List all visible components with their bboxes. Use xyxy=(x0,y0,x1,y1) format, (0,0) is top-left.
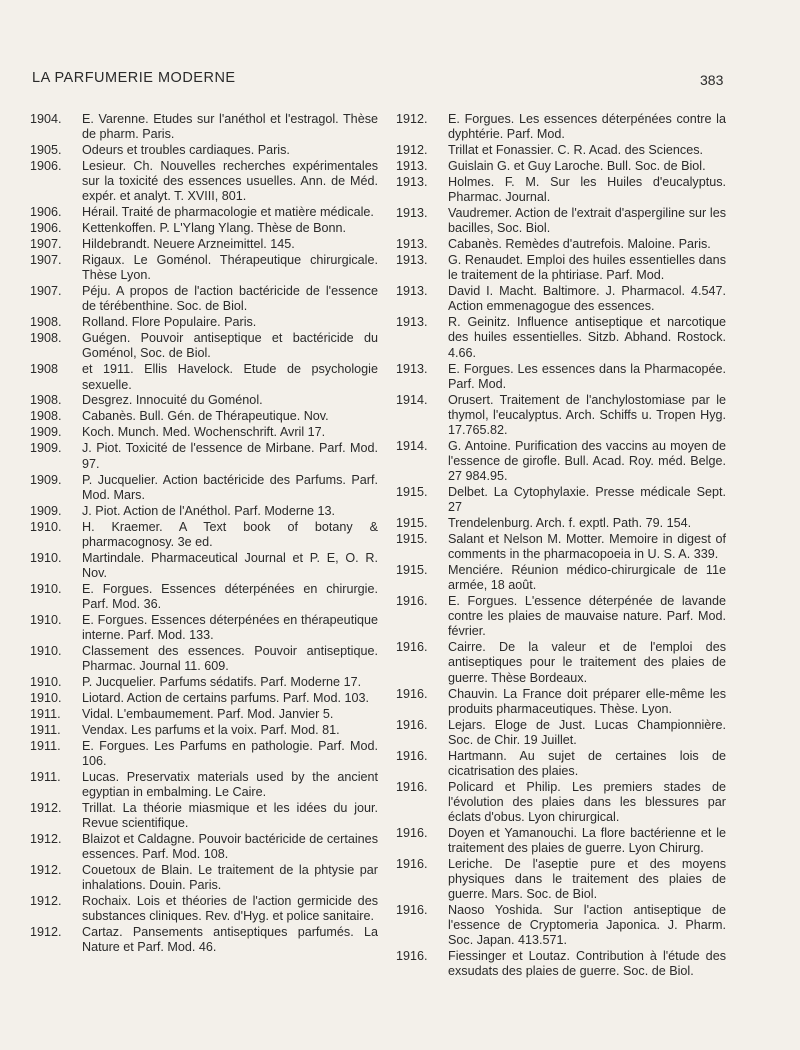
page-number: 383 xyxy=(700,72,724,88)
bibliography-entry xyxy=(30,441,378,471)
entry-year: 1910. xyxy=(30,550,62,565)
entry-text: Hérail. Traité de pharmacologie et matière médicale. xyxy=(82,205,374,220)
entry-text: Leriche. De l'aseptie pure et des moyens physiques dans le traitement des plaies de guerre. Mars. Soc. de Biol. xyxy=(448,856,726,902)
bibliography-entry xyxy=(396,112,726,142)
entry-text: Policard et Philip. Les premiers stades de l'évolution des plaies dans les blessures par éclats d'obus. Lyon chirurgical. xyxy=(448,779,726,824)
bibliography-entry xyxy=(30,315,378,330)
entry-text: Rochaix. Lois et théories de l'action germicide des substances cliniques. Rev. d'Hyg. et police sanitaire. xyxy=(82,894,378,924)
entry-year: 1913. xyxy=(396,175,428,190)
entry-text: Cabanès. Bull. Gén. de Thérapeutique. Nov. xyxy=(82,409,329,424)
entry-text: Péju. A propos de l'action bactéricide de l'essence de térébenthine. Soc. de Biol. xyxy=(82,284,378,314)
entry-year: 1915. xyxy=(396,532,428,546)
bibliography-entry xyxy=(396,362,726,392)
entry-year: 1911. xyxy=(30,738,61,753)
entry-text: Odeurs et troubles cardiaques. Paris. xyxy=(82,143,290,158)
bibliography-entry xyxy=(30,613,378,643)
entry-year: 1913. xyxy=(396,159,428,174)
entry-text: P. Jucquelier. Parfums sédatifs. Parf. Moderne 17. xyxy=(82,674,362,689)
entry-text: Guégen. Pouvoir antiseptique et bactéricide du Goménol, Soc. de Biol. xyxy=(82,331,378,361)
entry-year: 1913. xyxy=(396,315,428,330)
entry-year: 1907. xyxy=(30,237,62,252)
entry-text: Doyen et Yamanouchi. La flore bactérienne et le traitement des plaies de guerre. Lyon Chirurg. xyxy=(448,825,726,855)
entry-text: Chauvin. La France doit préparer elle-même les produits pharmaceutiques. Thèse. Lyon. xyxy=(448,686,726,716)
entry-year: 1911. xyxy=(30,706,61,721)
entry-year: 1913. xyxy=(396,253,428,268)
bibliography-entry xyxy=(396,253,726,283)
entry-year: 1912. xyxy=(396,143,428,158)
entry-year: 1908. xyxy=(30,393,62,408)
entry-year: 1906. xyxy=(30,221,62,236)
entry-text: Naoso Yoshida. Sur l'action antiseptique de l'essence de Cryptomeria Japonica. J. Pharm. Soc. Japan. 413.571. xyxy=(448,903,726,948)
entry-text: J. Piot. Toxicité de l'essence de Mirbane. Parf. Mod. 97. xyxy=(82,441,378,471)
entry-year: 1916. xyxy=(396,748,428,763)
entry-year: 1914. xyxy=(396,438,428,453)
bibliography-entry xyxy=(30,675,378,690)
entry-year: 1911. xyxy=(30,769,61,784)
entry-text: Hildebrandt. Neuere Arzneimittel. 145. xyxy=(82,237,295,252)
bibliography-entry xyxy=(396,826,726,856)
entry-year: 1916. xyxy=(396,717,428,732)
entry-year: 1907. xyxy=(30,284,62,299)
entry-text: Menciére. Réunion médico-chirurgicale de 11e armée, 18 août. xyxy=(448,563,726,593)
bibliography-entry xyxy=(30,284,378,314)
entry-text: G. Antoine. Purification des vaccins au moyen de l'essence de girofle. Bull. Acad. Roy. méd. Belge. 27 984.95. xyxy=(448,438,726,483)
entry-text: David I. Macht. Baltimore. J. Pharmacol. 4.547. Action emmenagogue des essences. xyxy=(448,284,726,314)
entry-year: 1911. xyxy=(30,722,61,737)
entry-year: 1912. xyxy=(30,925,62,940)
entry-year: 1912. xyxy=(30,863,62,878)
entry-year: 1906. xyxy=(30,159,62,174)
entry-year: 1915. xyxy=(396,484,428,499)
entry-text: Hartmann. Au sujet de certaines lois de cicatrisation des plaies. xyxy=(448,748,726,778)
entry-text: Rigaux. Le Goménol. Thérapeutique chirurgicale. Thèse Lyon. xyxy=(82,253,378,283)
bibliography-entry xyxy=(30,159,378,204)
entry-text: E. Forgues. Essences déterpénées en thérapeutique interne. Parf. Mod. 133. xyxy=(82,612,378,642)
entry-year: 1904. xyxy=(30,112,62,126)
entry-year: 1913. xyxy=(396,237,428,252)
entry-text: Lejars. Eloge de Just. Lucas Championnière. Soc. de Chir. 19 Juillet. xyxy=(448,717,726,747)
entry-year: 1913. xyxy=(396,206,428,221)
entry-text: E. Forgues. Les essences déterpénées contre la dyphtérie. Parf. Mod. xyxy=(448,112,726,142)
entry-year: 1916. xyxy=(396,594,428,609)
bibliography-entry xyxy=(30,551,378,581)
entry-year: 1915. xyxy=(396,516,428,531)
bibliography-entry xyxy=(396,439,726,484)
entry-year: 1909. xyxy=(30,425,62,440)
entry-text: E. Forgues. L'essence déterpénée de lavande contre les plaies de mauvaise nature. Parf. Mod. février. xyxy=(448,594,726,639)
bibliography-entry xyxy=(396,749,726,779)
entry-text: Cartaz. Pansements antiseptiques parfumés. La Nature et Parf. Mod. 46. xyxy=(82,925,378,955)
entry-text: Cabanès. Remèdes d'autrefois. Maloine. Paris. xyxy=(448,237,711,252)
entry-text: Delbet. La Cytophylaxie. Presse médicale Sept. 27 xyxy=(448,484,726,515)
bibliography-entry xyxy=(30,832,378,862)
entry-text: Lucas. Preservatix materials used by the ancient egyptian in embalming. Le Caire. xyxy=(82,769,378,800)
entry-text: J. Piot. Action de l'Anéthol. Parf. Moderne 13. xyxy=(82,503,336,518)
entry-text: Fiessinger et Loutaz. Contribution à l'étude des exsudats des plaies de guerre. Soc. de Biol. xyxy=(448,949,726,979)
entry-text: Guislain G. et Guy Laroche. Bull. Soc. de Biol. xyxy=(448,159,706,174)
entry-year: 1916. xyxy=(396,949,428,964)
entry-text: Trendelenburg. Arch. f. exptl. Path. 79. 154. xyxy=(448,516,692,531)
entry-year: 1909. xyxy=(30,503,62,518)
bibliography-entry xyxy=(30,582,378,612)
entry-text: P. Jucquelier. Action bactéricide des Parfums. Parf. Mod. Mars. xyxy=(82,472,378,502)
entry-text: Orusert. Traitement de l'anchylostomiase par le thymol, l'eucalyptus. Arch. Schiffs u. Tropen Hyg. 17.765.82. xyxy=(448,392,726,437)
bibliography-entry xyxy=(396,718,726,748)
entry-text: Trillat et Fonassier. C. R. Acad. des Sciences. xyxy=(448,143,704,158)
bibliography-entry xyxy=(30,331,378,361)
entry-text: E. Forgues. Les Parfums en pathologie. Parf. Mod. 106. xyxy=(82,738,378,768)
bibliography-entry xyxy=(30,362,378,392)
bibliography-entry xyxy=(396,949,726,979)
bibliography-entry xyxy=(396,903,726,948)
entry-year: 1910. xyxy=(30,519,62,534)
entry-text: E. Varenne. Etudes sur l'anéthol et l'estragol. Thèse de pharm. Paris. xyxy=(82,112,378,142)
entry-year: 1915. xyxy=(396,563,428,578)
running-head: LA PARFUMERIE MODERNE xyxy=(32,70,236,86)
entry-year: 1916. xyxy=(396,779,428,794)
bibliography-entry xyxy=(30,723,378,738)
bibliography-entry xyxy=(30,520,378,550)
bibliography-entry xyxy=(30,644,378,674)
bibliography-left-column xyxy=(30,112,378,956)
bibliography-entry xyxy=(30,801,378,831)
bibliography-entry xyxy=(396,780,726,825)
entry-text: R. Geinitz. Influence antiseptique et narcotique des huiles essentielles. Sitzb. Abhand. Rostock. 4.66. xyxy=(448,315,726,360)
entry-text: Liotard. Action de certains parfums. Parf. Mod. 103. xyxy=(82,690,370,705)
entry-text: Rolland. Flore Populaire. Paris. xyxy=(82,315,257,330)
bibliography-entry xyxy=(396,315,726,360)
entry-text: et 1911. Ellis Havelock. Etude de psychologie sexuelle. xyxy=(82,362,378,392)
entry-text: Holmes. F. M. Sur les Huiles d'eucalyptus. Pharmac. Journal. xyxy=(448,175,726,205)
entry-year: 1906. xyxy=(30,205,62,220)
bibliography-entry xyxy=(396,687,726,717)
bibliography-entry xyxy=(30,221,378,236)
entry-text: Koch. Munch. Med. Wochenschrift. Avril 17. xyxy=(82,425,326,440)
entry-year: 1912. xyxy=(396,112,428,126)
entry-text: H. Kraemer. A Text book of botany & pharmacognosy. 3e ed. xyxy=(82,519,378,549)
bibliography-entry xyxy=(30,770,378,800)
bibliography-entry xyxy=(30,504,378,519)
entry-year: 1905. xyxy=(30,143,62,158)
bibliography-entry xyxy=(396,237,726,252)
bibliography-right-column xyxy=(396,112,726,980)
entry-year: 1907. xyxy=(30,253,62,268)
bibliography-entry xyxy=(396,532,726,562)
entry-year: 1909. xyxy=(30,441,62,456)
entry-year: 1916. xyxy=(396,640,428,655)
bibliography-entry xyxy=(30,894,378,924)
bibliography-entry xyxy=(30,473,378,503)
bibliography-entry xyxy=(396,284,726,314)
entry-year: 1908. xyxy=(30,315,62,330)
entry-text: Trillat. La théorie miasmique et les idées du jour. Revue scientifique. xyxy=(82,801,378,831)
entry-text: Kettenkoffen. P. L'Ylang Ylang. Thèse de Bonn. xyxy=(82,221,347,236)
entry-text: Vaudremer. Action de l'extrait d'aspergiline sur les bacilles, Soc. Biol. xyxy=(448,206,726,236)
bibliography-entry xyxy=(30,691,378,706)
entry-text: G. Renaudet. Emploi des huiles essentielles dans le traitement de la phtiriase. Parf. Mod. xyxy=(448,253,726,283)
entry-text: Blaizot et Caldagne. Pouvoir bactéricide de certaines essences. Parf. Mod. 108. xyxy=(82,832,378,862)
bibliography-entry xyxy=(396,485,726,515)
bibliography-entry xyxy=(396,516,726,531)
bibliography-entry xyxy=(30,739,378,769)
entry-text: Classement des essences. Pouvoir antiseptique. Pharmac. Journal 11. 609. xyxy=(82,643,378,673)
bibliography-entry xyxy=(30,425,378,440)
bibliography-entry xyxy=(396,175,726,205)
entry-year: 1916. xyxy=(396,686,428,701)
entry-year: 1914. xyxy=(396,392,428,407)
bibliography-entry xyxy=(396,206,726,236)
entry-year: 1909. xyxy=(30,472,62,487)
entry-year: 1910. xyxy=(30,581,62,596)
entry-year: 1912. xyxy=(30,894,62,909)
bibliography-entry xyxy=(396,640,726,685)
entry-year: 1913. xyxy=(396,284,428,299)
bibliography-entry xyxy=(30,237,378,252)
entry-text: E. Forgues. Les essences dans la Pharmacopée. Parf. Mod. xyxy=(448,361,726,391)
entry-text: E. Forgues. Essences déterpénées en chirurgie. Parf. Mod. 36. xyxy=(82,581,378,611)
bibliography-entry xyxy=(30,409,378,424)
bibliography-entry xyxy=(30,925,378,955)
bibliography-entry xyxy=(30,863,378,893)
bibliography-entry xyxy=(396,159,726,174)
entry-text: Cairre. De la valeur et de l'emploi des antiseptiques pour le traitement des plaies de guerre. Thèse Bordeaux. xyxy=(448,640,726,685)
entry-year: 1910. xyxy=(30,674,62,689)
entry-year: 1913. xyxy=(396,361,428,376)
entry-year: 1912. xyxy=(30,832,62,847)
entry-year: 1916. xyxy=(396,825,428,840)
entry-text: Vidal. L'embaumement. Parf. Mod. Janvier 5. xyxy=(82,706,334,721)
entry-year: 1908. xyxy=(30,331,62,346)
bibliography-entry xyxy=(396,857,726,902)
entry-year: 1908 xyxy=(30,362,59,377)
entry-year: 1910. xyxy=(30,690,62,705)
bibliography-entry xyxy=(396,594,726,639)
bibliography-entry xyxy=(30,143,378,158)
entry-text: Martindale. Pharmaceutical Journal et P. E, O. R. Nov. xyxy=(82,550,378,580)
bibliography-entry xyxy=(396,143,726,158)
entry-year: 1916. xyxy=(396,903,428,918)
bibliography-entry xyxy=(30,205,378,220)
entry-text: Couetoux de Blain. Le traitement de la phtysie par inhalations. Douin. Paris. xyxy=(82,863,378,893)
entry-year: 1908. xyxy=(30,409,62,424)
bibliography-entry xyxy=(396,393,726,438)
entry-year: 1910. xyxy=(30,612,62,627)
bibliography-entry xyxy=(30,707,378,722)
bibliography-entry xyxy=(30,112,378,142)
entry-text: Lesieur. Ch. Nouvelles recherches expérimentales sur la toxicité des essences usuelles. Ann. de Méd. expér. et analyt. T. XVIII, 801. xyxy=(82,159,378,204)
entry-text: Salant et Nelson M. Motter. Memoire in digest of comments in the pharmacopoeia in U. S. A. 339. xyxy=(448,532,726,562)
bibliography-entry xyxy=(30,393,378,408)
entry-year: 1912. xyxy=(30,801,62,816)
entry-text: Vendax. Les parfums et la voix. Parf. Mod. 81. xyxy=(82,722,340,737)
entry-year: 1916. xyxy=(396,856,428,871)
bibliography-entry xyxy=(30,253,378,283)
entry-text: Desgrez. Innocuité du Goménol. xyxy=(82,393,263,408)
entry-year: 1910. xyxy=(30,643,62,658)
bibliography-entry xyxy=(396,563,726,593)
